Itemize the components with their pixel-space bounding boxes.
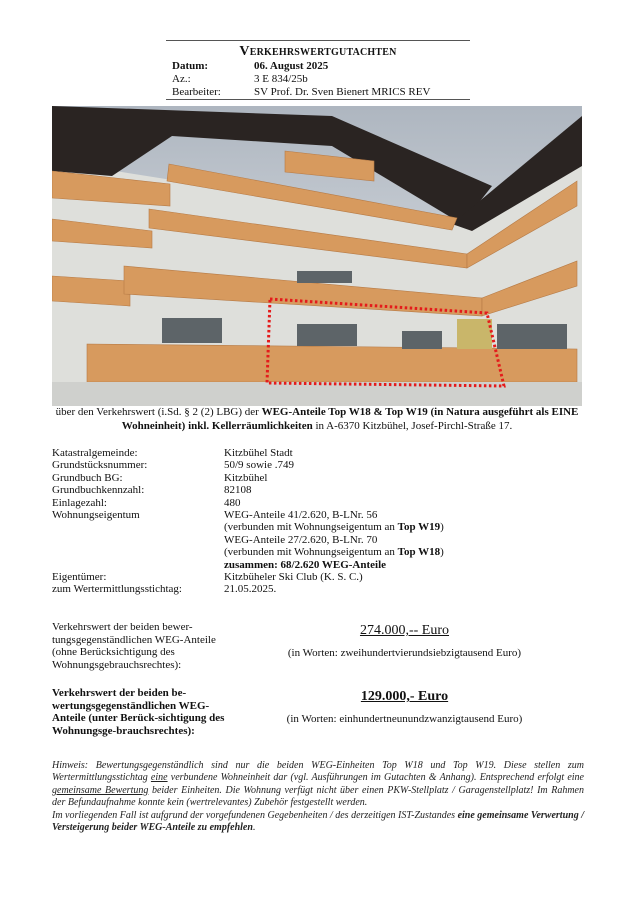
date-value: 06. August 2025 xyxy=(254,60,329,72)
date-label: Datum: xyxy=(172,60,209,72)
report-title: Verkehrswertgutachten xyxy=(239,44,397,59)
building-photo xyxy=(52,106,582,406)
value-words: (in Worten: einhundertneunundzwanzigtausend Euro) xyxy=(286,713,523,725)
value-amount: 274.000,-- Euro xyxy=(359,623,450,638)
value-words: (in Worten: zweihundertvierundsiebzigtausend Euro) xyxy=(287,647,522,659)
value-with-right xyxy=(52,687,582,737)
property-facts: Katastralgemeinde: Kitzbühel Stadt Grundstücksnummer: 50/9 sowie .749 Grundbuch BG: Kitzbühel Grundbuchkennzahl: 82108 Einlagezahl: 480 Wohnungseigentum WEG-Anteile 41/2.620, B-LNr. 56 (verbunden mit Wohnungseigentum an Top W19) WEG-Anteile 27/2.620, B-LNr. 70 (verbunden mit Wohnungseigentum an Top W18) zusammen: 68/2.620 WEG-Anteile Eigentümer: Kitzbüheler Ski Club (K. S. C.) zum Wertermittlungsstichtag: 21.05.2025. xyxy=(52,447,444,596)
az-value: 3 E 834/25b xyxy=(254,73,308,85)
az-label: Az.: xyxy=(172,73,191,85)
value-label: Verkehrswert der beiden bewer-tungsgegenständlichen WEG-Anteile (ohne Berücksichtigung des Wohnungsgebrauchsrechtes): xyxy=(52,621,216,671)
value-label: Verkehrswert der beiden be-wertungsgegenständlichen WEG-Anteile (unter Berück-sichtigung des Wohnungsge-brauchsrechtes): xyxy=(52,687,225,737)
header-row-date xyxy=(166,60,470,73)
report-header xyxy=(166,40,470,100)
value-amount: 129.000,- Euro xyxy=(360,689,449,704)
intro-text: über den Verkehrswert (i.Sd. § 2 (2) LBG) der WEG-Anteile Top W18 & Top W19 (in Natura ausgeführt als EINE Wohneinheit) inkl. Kellerräumlichkeiten in A-6370 Kitzbühel, Josef-Pirchl-Straße 17. xyxy=(55,406,579,432)
author-label: Bearbeiter: xyxy=(172,86,221,98)
value-without-right xyxy=(52,621,582,671)
note: Hinweis: Bewertungsgegenständlich sind nur die beiden WEG-Einheiten Top W18 und Top W19. Diese stellen zum Wertermittlungsstichtag eine verbundene Wohneinheit dar (vgl. Ausführungen im Gutachten & Anhang). Entsprechend erfolgt eine gemeinsame Bewertung beider Einheiten. Die Wohnung verfügt nicht über einen PKW-Stellplatz / Garagenstellplatz! Im Rahmen der Befundaufnahme konnte kein (wertrelevantes) Zubehör festgestellt werden. Im vorliegenden Fall ist aufgrund der vorgefundenen Gegebenheiten / des derzeitigen IST-Zustandes eine gemeinsame Verwertung / Versteigerung beider WEG-Anteile zu empfehlen. xyxy=(52,760,584,834)
header-row-az xyxy=(166,73,470,86)
header-row-author xyxy=(166,86,470,99)
author-value: SV Prof. Dr. Sven Bienert MRICS REV xyxy=(254,86,431,98)
